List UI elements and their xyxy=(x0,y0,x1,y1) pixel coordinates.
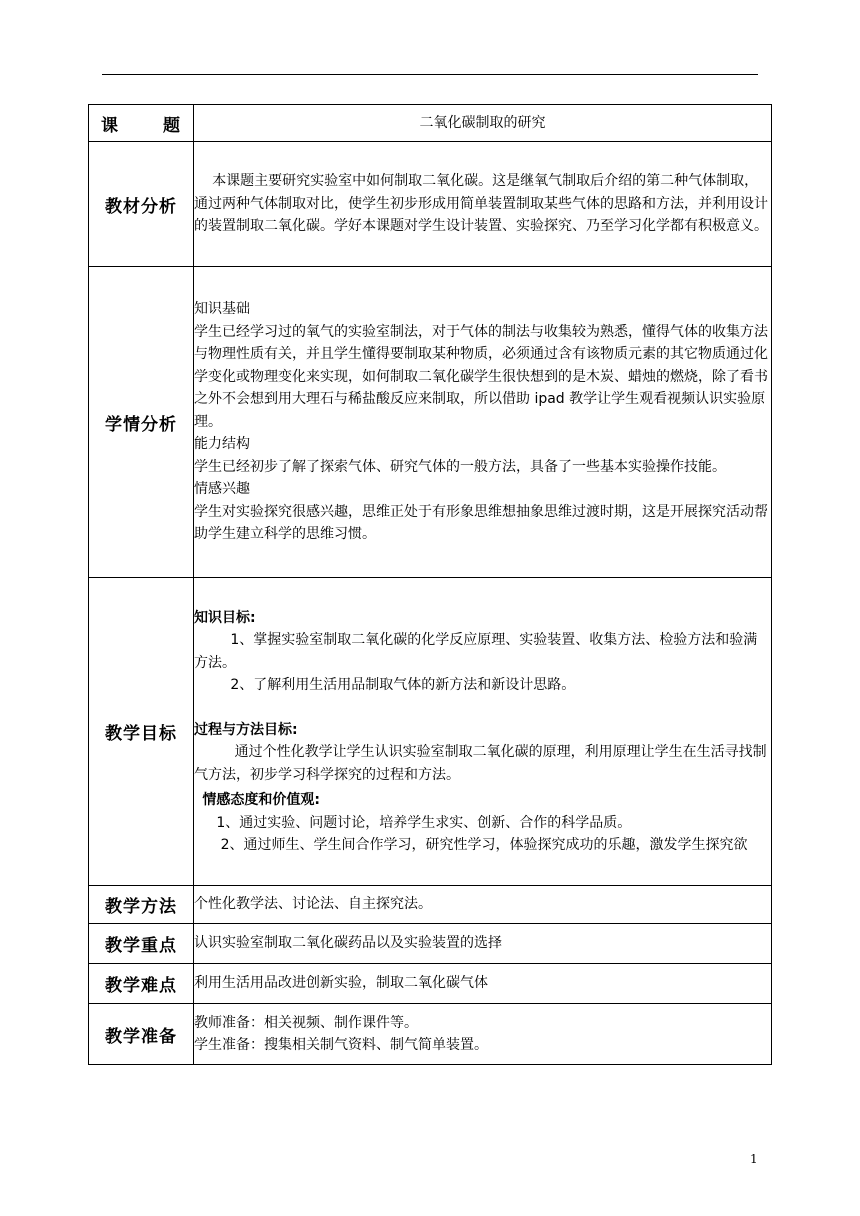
knowledge-basis-text: 学生已经学习过的氧气的实验室制法，对于气体的制法与收集较为熟悉，懂得气体的收集方法与物理性质有关，并且学生懂得要制取某种物质，必须通过含有该物质元素的其它物质通过化学变化或物理变化来实现，如何制取二氧化碳学生很快想到的是木炭、蜡烛的燃烧，除了看书之外不会想到用大理石与稀盐酸反应来制取，所以借助 ipad 教学让学生观看视频认识实验原理。 xyxy=(194,323,768,430)
preparation-label: 教学准备 xyxy=(89,1004,194,1065)
header-rule xyxy=(102,74,758,75)
difficulties-value: 利用生活用品改进创新实验，制取二氧化碳气体 xyxy=(194,964,772,1004)
teaching-goals-label: 教学目标 xyxy=(89,578,194,886)
row-preparation xyxy=(89,1004,772,1065)
row-teaching-goals xyxy=(89,578,772,886)
material-analysis-cell xyxy=(194,142,772,267)
knowledge-basis-heading: 知识基础 xyxy=(194,301,250,318)
topic-label xyxy=(89,105,194,142)
interest-heading: 情感兴趣 xyxy=(194,481,250,498)
lesson-plan-table xyxy=(88,104,772,1065)
topic-value: 二氧化碳制取的研究 xyxy=(194,105,772,142)
page-number: 1 xyxy=(750,1152,758,1166)
emotion-goal-1: 1、通过实验、问题讨论，培养学生求实、创新、合作的科学品质。 xyxy=(216,814,632,831)
material-analysis-label: 教材分析 xyxy=(89,142,194,267)
teacher-preparation: 教师准备：相关视频、制作课件等。 xyxy=(194,1014,418,1031)
knowledge-goal-title: 知识目标: xyxy=(194,609,256,626)
row-topic xyxy=(89,105,772,142)
topic-label-char-2: 题 xyxy=(163,115,181,136)
row-teaching-methods xyxy=(89,886,772,924)
topic-label-char-1: 课 xyxy=(101,115,119,136)
ability-heading: 能力结构 xyxy=(194,436,250,453)
interest-text: 学生对实验探究很感兴趣，思维正处于有形象思维想抽象思维过渡时期，这是开展探究活动帮助学生建立科学的思维习惯。 xyxy=(194,503,768,543)
material-analysis-text: 本课题主要研究实验室中如何制取二氧化碳。这是继氧气制取后介绍的第二种气体制取，通过两种气体制取对比，使学生初步形成用简单装置制取某些气体的思路和方法，并利用设计的装置制取二氧化碳。学好本课题对学生设计装置、实验探究、乃至学习化学都有积极意义。 xyxy=(194,173,768,235)
teaching-methods-value: 个性化教学法、讨论法、自主探究法。 xyxy=(194,886,772,924)
student-analysis-cell xyxy=(194,267,772,578)
student-analysis-label: 学情分析 xyxy=(89,267,194,578)
process-goal-text: 通过个性化教学让学生认识实验室制取二氧化碳的原理，利用原理让学生在生活寻找制气方法，初步学习科学探究的过程和方法。 xyxy=(194,744,767,783)
knowledge-goal-2: 2、了解利用生活用品制取气体的新方法和新设计思路。 xyxy=(230,677,576,693)
emotion-goal-title: 情感态度和价值观: xyxy=(202,792,320,808)
teaching-goals-cell xyxy=(194,578,772,886)
knowledge-goal-1: 1、掌握实验室制取二氧化碳的化学反应原理、实验装置、收集方法、检验方法和验满方法。 xyxy=(194,632,758,671)
difficulties-label: 教学难点 xyxy=(89,964,194,1004)
row-student-analysis xyxy=(89,267,772,578)
ability-text: 学生已经初步了解了探索气体、研究气体的一般方法，具备了一些基本实验操作技能。 xyxy=(194,458,726,475)
key-points-value: 认识实验室制取二氧化碳药品以及实验装置的选择 xyxy=(194,924,772,964)
student-preparation: 学生准备：搜集相关制气资料、制气简单装置。 xyxy=(194,1037,488,1053)
key-points-label: 教学重点 xyxy=(89,924,194,964)
row-key-points xyxy=(89,924,772,964)
preparation-cell xyxy=(194,1004,772,1065)
row-material-analysis xyxy=(89,142,772,267)
process-goal-title: 过程与方法目标: xyxy=(194,721,298,738)
row-difficulties xyxy=(89,964,772,1004)
emotion-goal-2: 2、通过师生、学生间合作学习，研究性学习，体验探究成功的乐趣，激发学生探究欲 xyxy=(220,837,748,853)
teaching-methods-label: 教学方法 xyxy=(89,886,194,924)
spacer xyxy=(194,697,771,719)
